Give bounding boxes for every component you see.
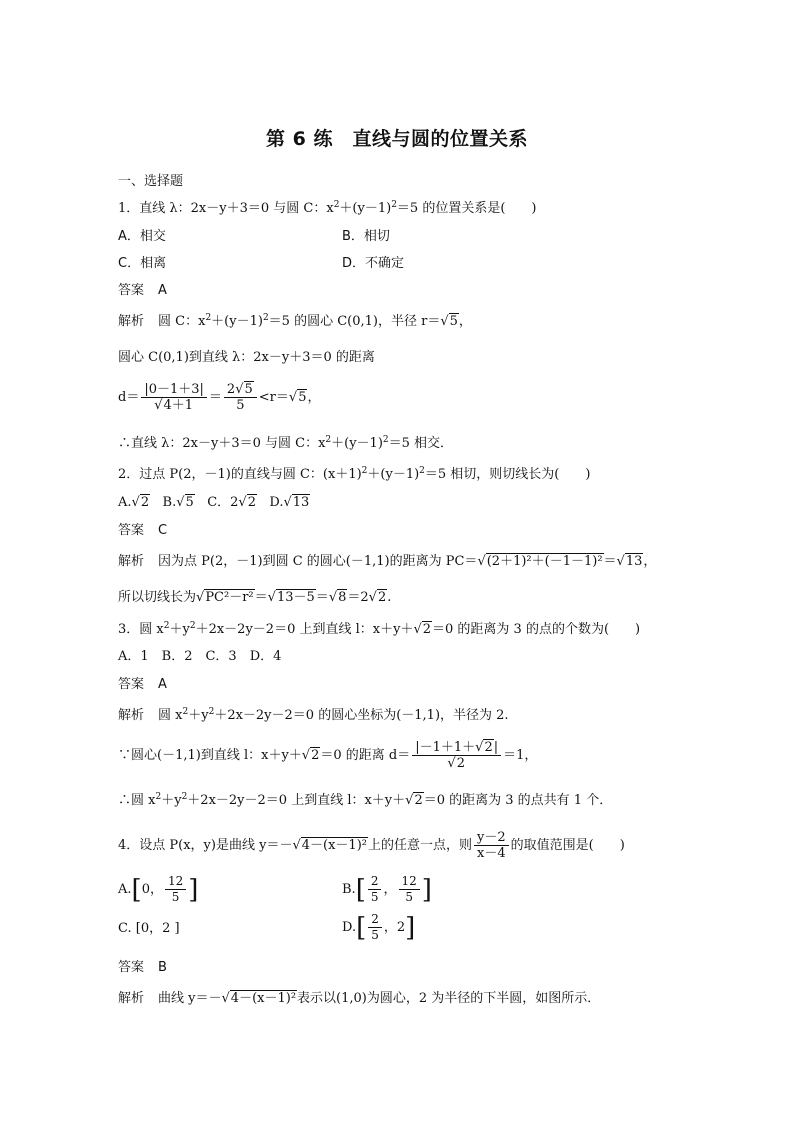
- question-4-stem: 4．设点 P(x，y)是曲线 y＝－√4－(x－1)²上的任意一点，则 $\frac{y-2}{x-4}$ 的取值范围是( ): [118, 830, 625, 861]
- q4-option-c: C. [0，2 ]: [118, 921, 180, 936]
- question-1-analysis-line1: 解析 圆 C：$x^2+(y-1)^2=5$ 的圆心 C(0,1)，半径 r＝√5，: [118, 313, 472, 329]
- question-3-analysis-line2: ∵圆心(－1,1)到直线 l：x＋y＋√2＝0 的距离 d＝ $\frac{|-1+1+√2|}{√2}$ ＝1，: [118, 740, 538, 771]
- question-1-answer: 答案 A: [118, 283, 167, 298]
- question-1-options-row1: [118, 228, 390, 246]
- question-1-analysis-line4: ∴直线 λ：2x－y＋3＝0 与圆 C：$x^2+(y-1)^2=5$ 相交．: [118, 435, 454, 451]
- question-2-answer: 答案 C: [118, 523, 168, 538]
- q4-option-b: B.[ $\frac{2}{5}$ ， $\frac{12}{5}$ ]: [342, 874, 432, 905]
- question-1-options-row2: [118, 255, 405, 273]
- question-2-analysis-line1: 解析 因为点 P(2，－1)到圆 C 的圆心(－1,1)的距离为 PC＝√(2＋1)²＋(－1－1)²＝√13，: [118, 554, 657, 569]
- section-heading: 一、选择题: [118, 174, 184, 189]
- q1-option-c: C．相离: [118, 256, 167, 271]
- question-2-analysis-line2: 所以切线长为√PC²－r²＝√13－5＝√8＝2√2.: [118, 590, 392, 605]
- q4-option-a: A.[0， $\frac{12}{5}$ ]: [118, 874, 199, 905]
- q1-option-d: D．不确定: [342, 256, 405, 271]
- question-4-options-row1: [118, 874, 432, 905]
- question-4-options-row2: [118, 912, 416, 943]
- question-2-stem: 2．过点 P(2，－1)的直线与圆 C：$(x+1)^2+(y-1)^2=5$ 相切，则切线长为( ): [118, 466, 591, 482]
- q1-option-b: B．相切: [342, 229, 390, 244]
- q4-option-d: D.[ $\frac{2}{5}$ ，2]: [342, 912, 416, 943]
- page-title: 第 6 练 直线与圆的位置关系: [266, 128, 528, 150]
- question-1-analysis-line2: 圆心 C(0,1)到直线 λ：2x－y＋3＝0 的距离: [118, 350, 375, 365]
- question-3-answer: 答案 A: [118, 677, 167, 692]
- question-3-options: A．1 B．2 C．3 D．4: [118, 649, 282, 664]
- question-3-analysis-line1: 解析 圆 $x^2+y^2+2x-2y-2=0$ 的圆心坐标为(－1,1)，半径为 2.: [118, 707, 509, 723]
- q2-option-b: B.√5: [162, 495, 194, 510]
- question-1-stem: 1．直线 λ：2x－y＋3＝0 与圆 C：$x^2+(y-1)^2=5$ 的位置关系是( ): [118, 200, 537, 216]
- q2-option-d: D.√13: [269, 495, 310, 510]
- question-4-analysis-line1: 解析 曲线 y＝－√4－(x－1)²表示以(1,0)为圆心，2 为半径的下半圆，如图所示．: [118, 991, 601, 1006]
- q2-option-a: A.√2: [118, 495, 150, 510]
- question-3-analysis-line3: ∴圆 $x^2+y^2+2x-2y-2=0$ 上到直线 l：x＋y＋√2＝0 的距离为 3 的点共有 1 个．: [118, 792, 613, 808]
- question-1-analysis-line3: d＝ $\frac{|0-1+3|}{√4+1}$ ＝ $\frac{2√5}{5}$ <r＝√5，: [118, 382, 321, 413]
- q1-option-a: A．相交: [118, 229, 166, 244]
- question-3-stem: 3．圆 $x^2+y^2+2x-2y-2=0$ 上到直线 l：x＋y＋√2＝0 的距离为 3 的点的个数为( ): [118, 621, 641, 637]
- question-2-options: [118, 494, 310, 512]
- question-4-answer: 答案 B: [118, 960, 167, 975]
- q2-option-c: C．2√2: [207, 495, 256, 510]
